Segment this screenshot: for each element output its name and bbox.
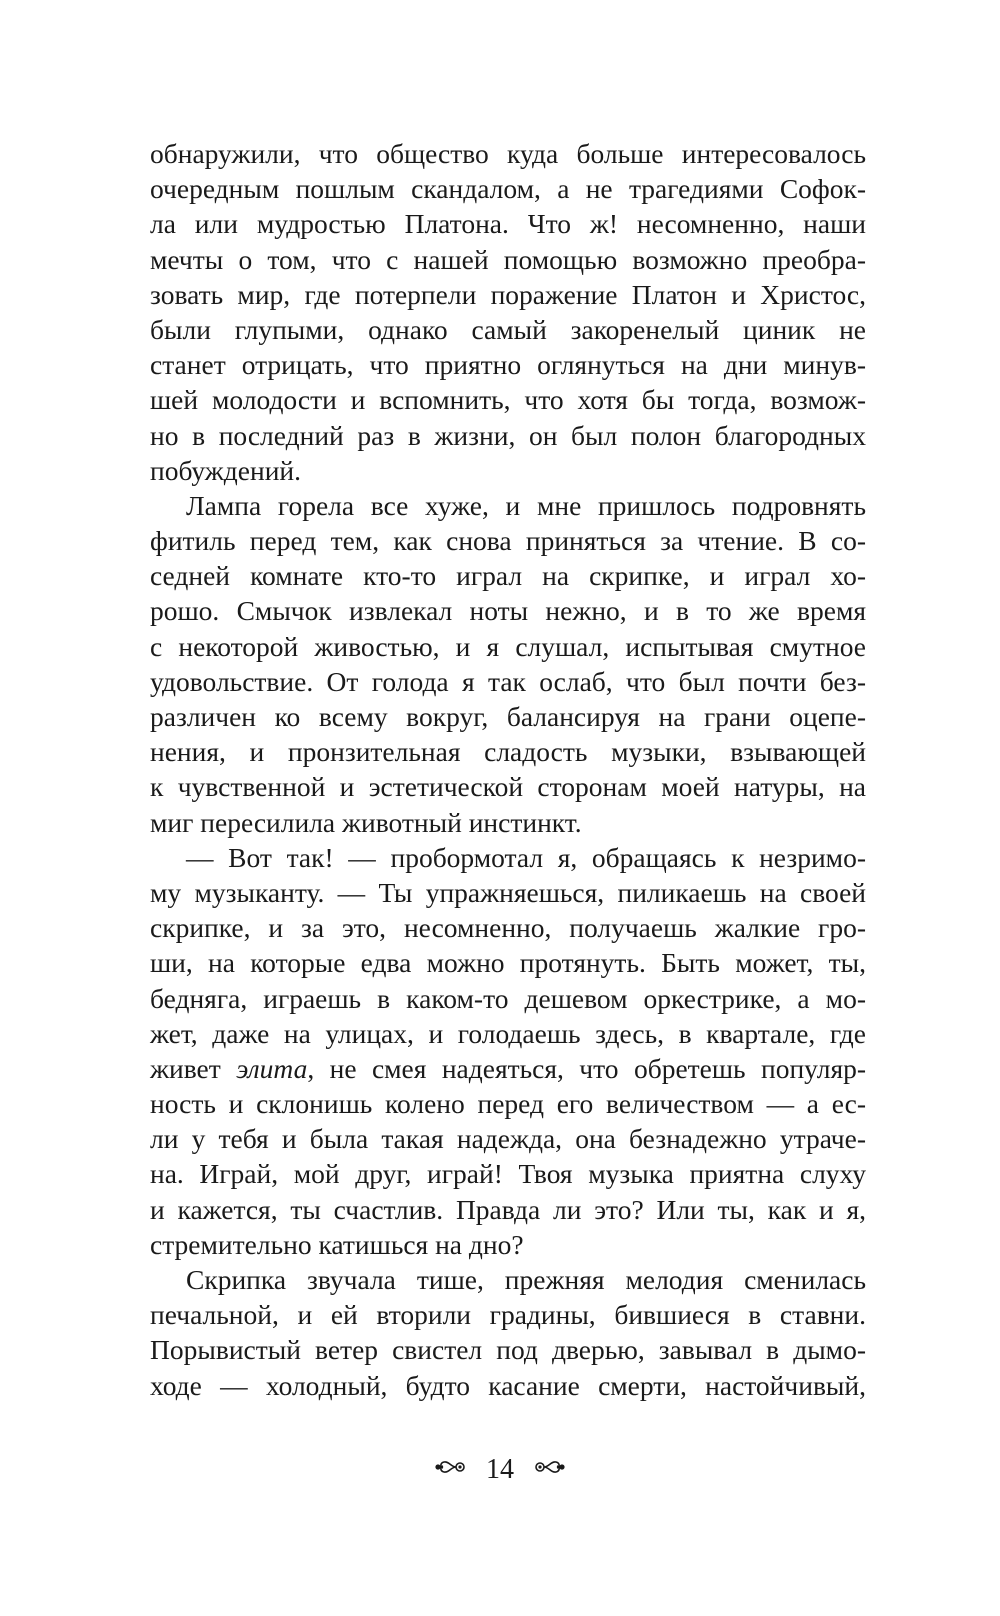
text-line: на. Играй, мой друг, играй! Твоя музыка приятна слуху (150, 1158, 866, 1190)
text-line: удовольствие. От голода я так ослаб, что был почти без- (150, 665, 866, 697)
page-number: 14 (486, 1453, 514, 1485)
text-line: обнаружили, что общество куда больше интересовалось (150, 138, 866, 169)
text-line: ли у тебя и была такая надежда, она безнадежно утраче- (150, 1123, 866, 1155)
book-page-text (150, 136, 866, 1403)
text-line: мечты о том, что с нашей помощью возможно преобра- (150, 243, 866, 275)
left-flourish-ornament-icon (435, 1450, 469, 1490)
text-line: нения, и пронзительная сладость музыки, взывающей (150, 736, 866, 768)
text-line: печальной, и ей вторили градины, бившиеся в ставни. (150, 1299, 866, 1331)
text-segment: живет (150, 1052, 237, 1084)
text-line: му музыканту. — Ты упражняешься, пиликаешь на своей (150, 876, 866, 908)
page-footer (0, 1448, 1000, 1490)
text-line: зовать мир, где потерпели поражение Платон и Христос, (150, 278, 866, 310)
text-line: к чувственной и эстетической сторонам моей натуры, на (150, 771, 866, 803)
text-line: шей молодости и вспомнить, что хотя бы тогда, возмож- (150, 384, 866, 416)
text-line: станет отрицать, что приятно оглянуться на дни минув- (150, 349, 866, 381)
text-line: — Вот так! — пробормотал я, обращаясь к незримо- (186, 841, 866, 873)
text-line: скрипке, и за это, несомненно, получаешь жалкие гро- (150, 912, 866, 944)
text-line: ходе — холодный, будто касание смерти, настойчивый, (150, 1369, 866, 1401)
italic-word: элита (236, 1052, 308, 1084)
text-line: миг пересилила животный инстинкт. (150, 806, 582, 838)
text-line: Скрипка звучала тише, прежняя мелодия сменилась (186, 1264, 866, 1295)
text-line: были глупыми, однако самый закоренелый циник не (150, 313, 866, 345)
text-line: седней комнате кто-то играл на скрипке, и играл хо- (150, 560, 866, 592)
text-line: бедняга, играешь в каком-то дешевом оркестрике, а мо- (150, 982, 866, 1014)
text-line: очередным пошлым скандалом, а не трагедиями Софок- (150, 173, 866, 205)
text-line: ши, на которые едва можно протянуть. Быть может, ты, (150, 947, 866, 979)
text-line (150, 1051, 866, 1086)
text-line: Лампа горела все хуже, и мне пришлось подровнять (186, 489, 866, 521)
text-line: но в последний раз в жизни, он был полон благородных (150, 419, 866, 451)
text-line: Порывистый ветер свистел под дверью, завывал в дымо- (150, 1334, 866, 1366)
text-line: фитиль перед тем, как снова приняться за чтение. В со- (150, 525, 866, 557)
text-line: рошо. Смычок извлекал ноты нежно, и в то же время (150, 595, 866, 627)
text-line: стремительно катишься на дно? (150, 1228, 524, 1260)
text-segment: , не смея надеяться, что обретешь популяр- (307, 1052, 867, 1084)
text-line: различен ко всему вокруг, балансируя на грани оцепе- (150, 701, 866, 732)
text-line: и кажется, ты счастлив. Правда ли это? Или ты, как и я, (150, 1193, 866, 1225)
text-line: жет, даже на улицах, и голодаешь здесь, в квартале, где (150, 1017, 866, 1049)
text-line: побуждений. (150, 454, 302, 486)
right-flourish-ornament-icon (531, 1450, 565, 1490)
text-line: ность и склонишь колено перед его величеством — а ес- (150, 1088, 866, 1120)
text-line: с некоторой живостью, и я слушал, испытывая смутное (150, 630, 866, 662)
text-line: ла или мудростью Платона. Что ж! несомненно, наши (150, 208, 866, 240)
